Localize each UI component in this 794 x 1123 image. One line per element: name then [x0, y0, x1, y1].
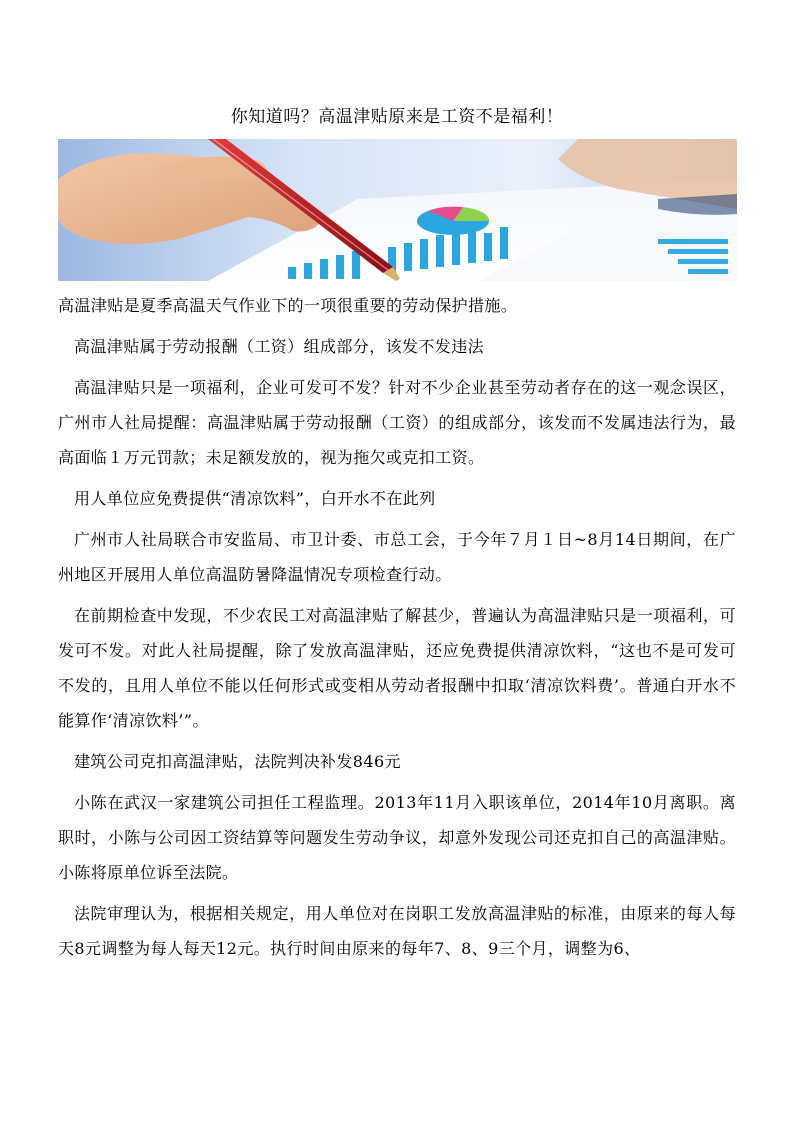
paragraph-5: 法院审理认为，根据相关规定，用人单位对在岗职工发放高温津贴的标准，由原来的每人每天8元调整为每人每天12元。执行时间由原来的每年7、8、9三个月，调整为6、 — [58, 904, 736, 958]
paragraph-1: 高温津贴只是一项福利，企业可发可不发？针对不少企业甚至劳动者存在的这一观念误区，广州市人社局提醒：高温津贴属于劳动报酬（工资）的组成部分，该发而不发属违法行为，最高面临１万元罚款；未足额发放的，视为拖欠或克扣工资。 — [58, 378, 736, 467]
section-heading-1: 高温津贴属于劳动报酬（工资）组成部分，该发不发违法 — [74, 337, 485, 356]
hand-with-pen-chart-illustration — [58, 139, 737, 281]
hero-image — [58, 139, 737, 281]
paragraph-intro: 高温津贴是夏季高温天气作业下的一项很重要的劳动保护措施。 — [58, 296, 518, 315]
section-heading-3: 建筑公司克扣高温津贴，法院判决补发846元 — [74, 752, 401, 771]
section-heading-2: 用人单位应免费提供“清凉饮料”，白开水不在此列 — [74, 489, 436, 508]
paragraph-3: 在前期检查中发现，不少农民工对高温津贴了解甚少，普遍认为高温津贴只是一项福利，可发可不发。对此人社局提醒，除了发放高温津贴，还应免费提供清凉饮料，“这也不是可发可不发的，且用人单位不能以任何形式或变相从劳动者报酬中扣取‘清凉饮料费’。普通白开水不能算作‘清凉饮料’”。 — [58, 606, 736, 730]
article-body — [58, 288, 736, 972]
paragraph-2: 广州市人社局联合市安监局、市卫计委、市总工会，于今年７月１日~8月14日期间，在广州地区开展用人单位高温防暑降温情况专项检查行动。 — [58, 530, 736, 584]
paragraph-4: 小陈在武汉一家建筑公司担任工程监理。2013年11月入职该单位，2014年10月离职。离职时，小陈与公司因工资结算等问题发生劳动争议，却意外发现公司还克扣自己的高温津贴。小陈将原单位诉至法院。 — [58, 793, 736, 882]
article-title: 你知道吗？高温津贴原来是工资不是福利！ — [230, 107, 564, 127]
